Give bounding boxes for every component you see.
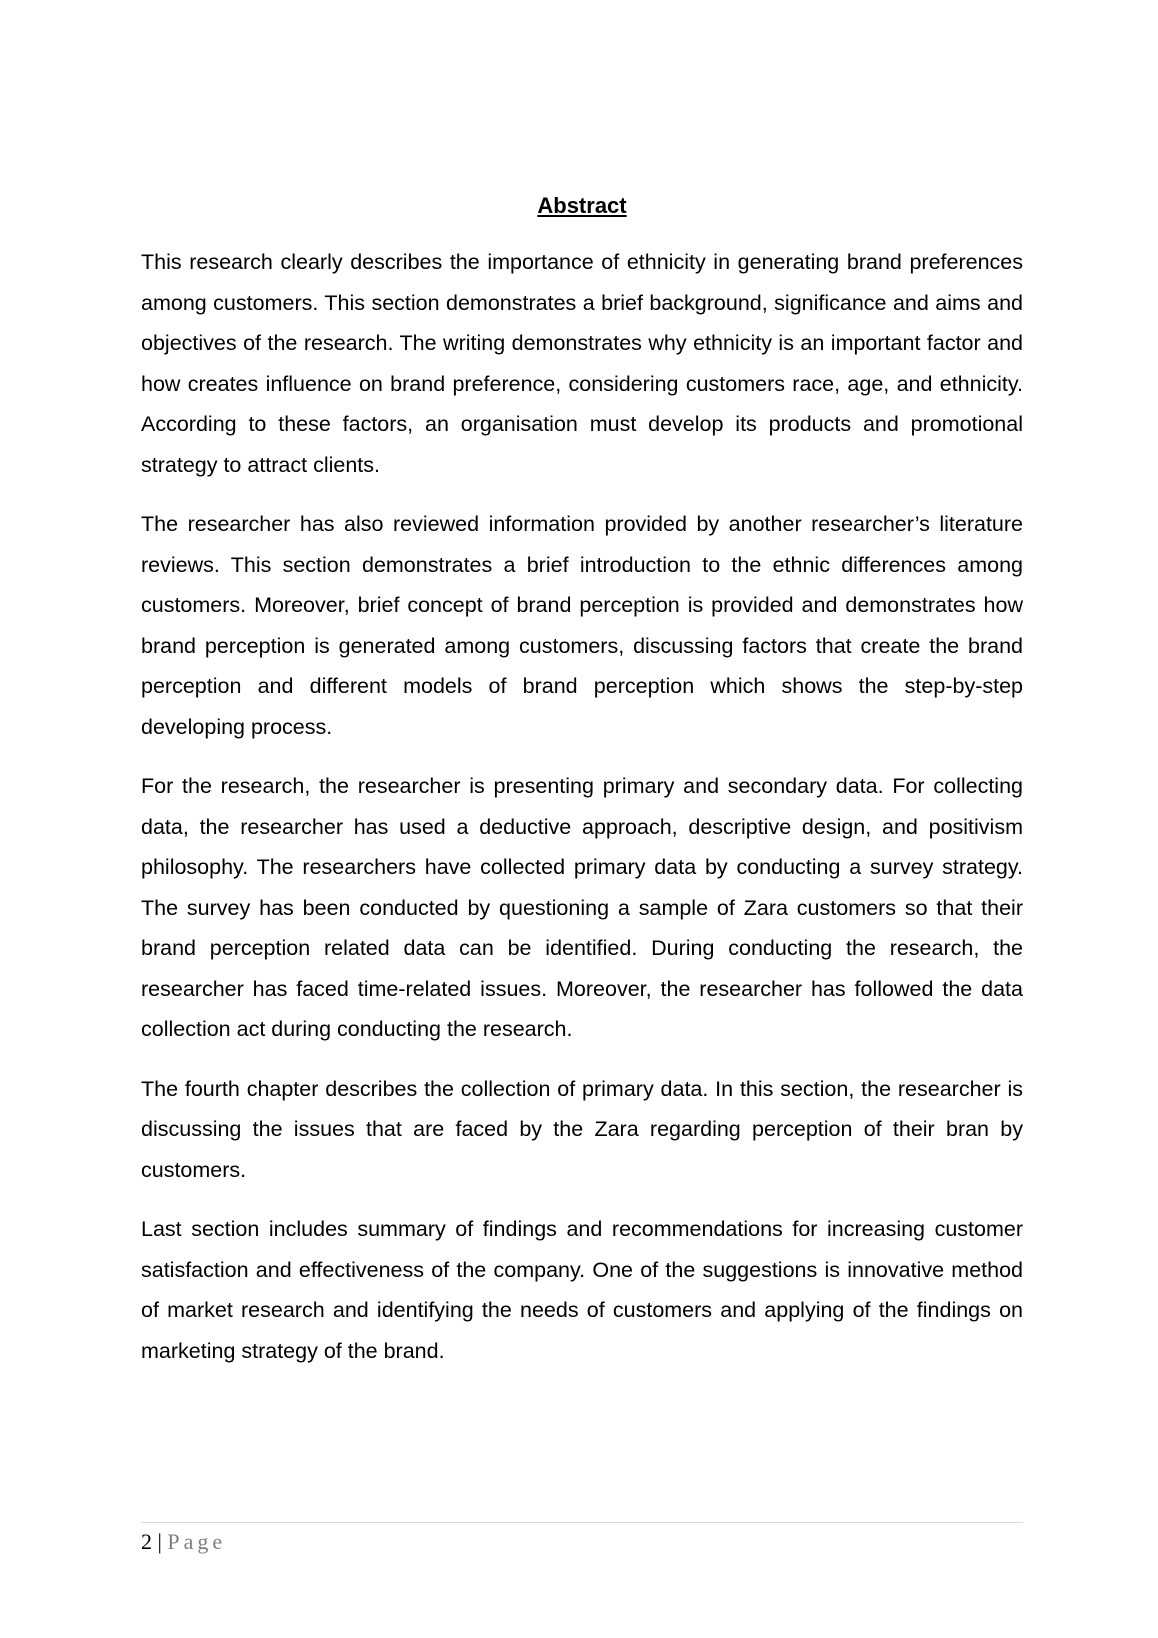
paragraph-3: For the research, the researcher is presenting primary and secondary data. For collecting data, the researcher has used a deductive approach, descriptive design, and positivism philosophy. The researchers have collected primary data by conducting a survey strategy. The survey has been conducted by questioning a sample of Zara customers so that their brand perception related data can be identified. During conducting the research, the researcher has faced time-related issues. Moreover, the researcher has followed the data collection act during conducting the research. (141, 774, 1023, 1041)
abstract-heading: Abstract (537, 193, 627, 218)
paragraph-2: The researcher has also reviewed information provided by another researcher’s literature reviews. This section demonstrates a brief introduction to the ethnic differences among customers. Moreover, brief concept of brand perception is provided and demonstrates how brand perception is generated among customers, discussing factors that create the brand perception and different models of brand perception which shows the step-by-step developing process. (141, 512, 1023, 739)
page-number: 2 (141, 1529, 152, 1554)
paragraph-4: The fourth chapter describes the collection of primary data. In this section, the researcher is discussing the issues that are faced by the Zara regarding perception of their bran by customers. (141, 1076, 1023, 1182)
document-body (141, 188, 1023, 1390)
paragraph-5: Last section includes summary of findings and recommendations for increasing customer satisfaction and effectiveness of the company. One of the suggestions is innovative method of market research and identifying the needs of customers and applying of the findings on marketing strategy of the brand. (141, 1217, 1023, 1363)
page-label: Page (167, 1529, 227, 1554)
page-footer (141, 1522, 1023, 1557)
paragraph-1: This research clearly describes the importance of ethnicity in generating brand preferences among customers. This section demonstrates a brief background, significance and aims and objectives of the research. The writing demonstrates why ethnicity is an important factor and how creates influence on brand preference, considering customers race, age, and ethnicity. According to these factors, an organisation must develop its products and promotional strategy to attract clients. (141, 250, 1023, 477)
footer-separator: | (157, 1529, 162, 1554)
